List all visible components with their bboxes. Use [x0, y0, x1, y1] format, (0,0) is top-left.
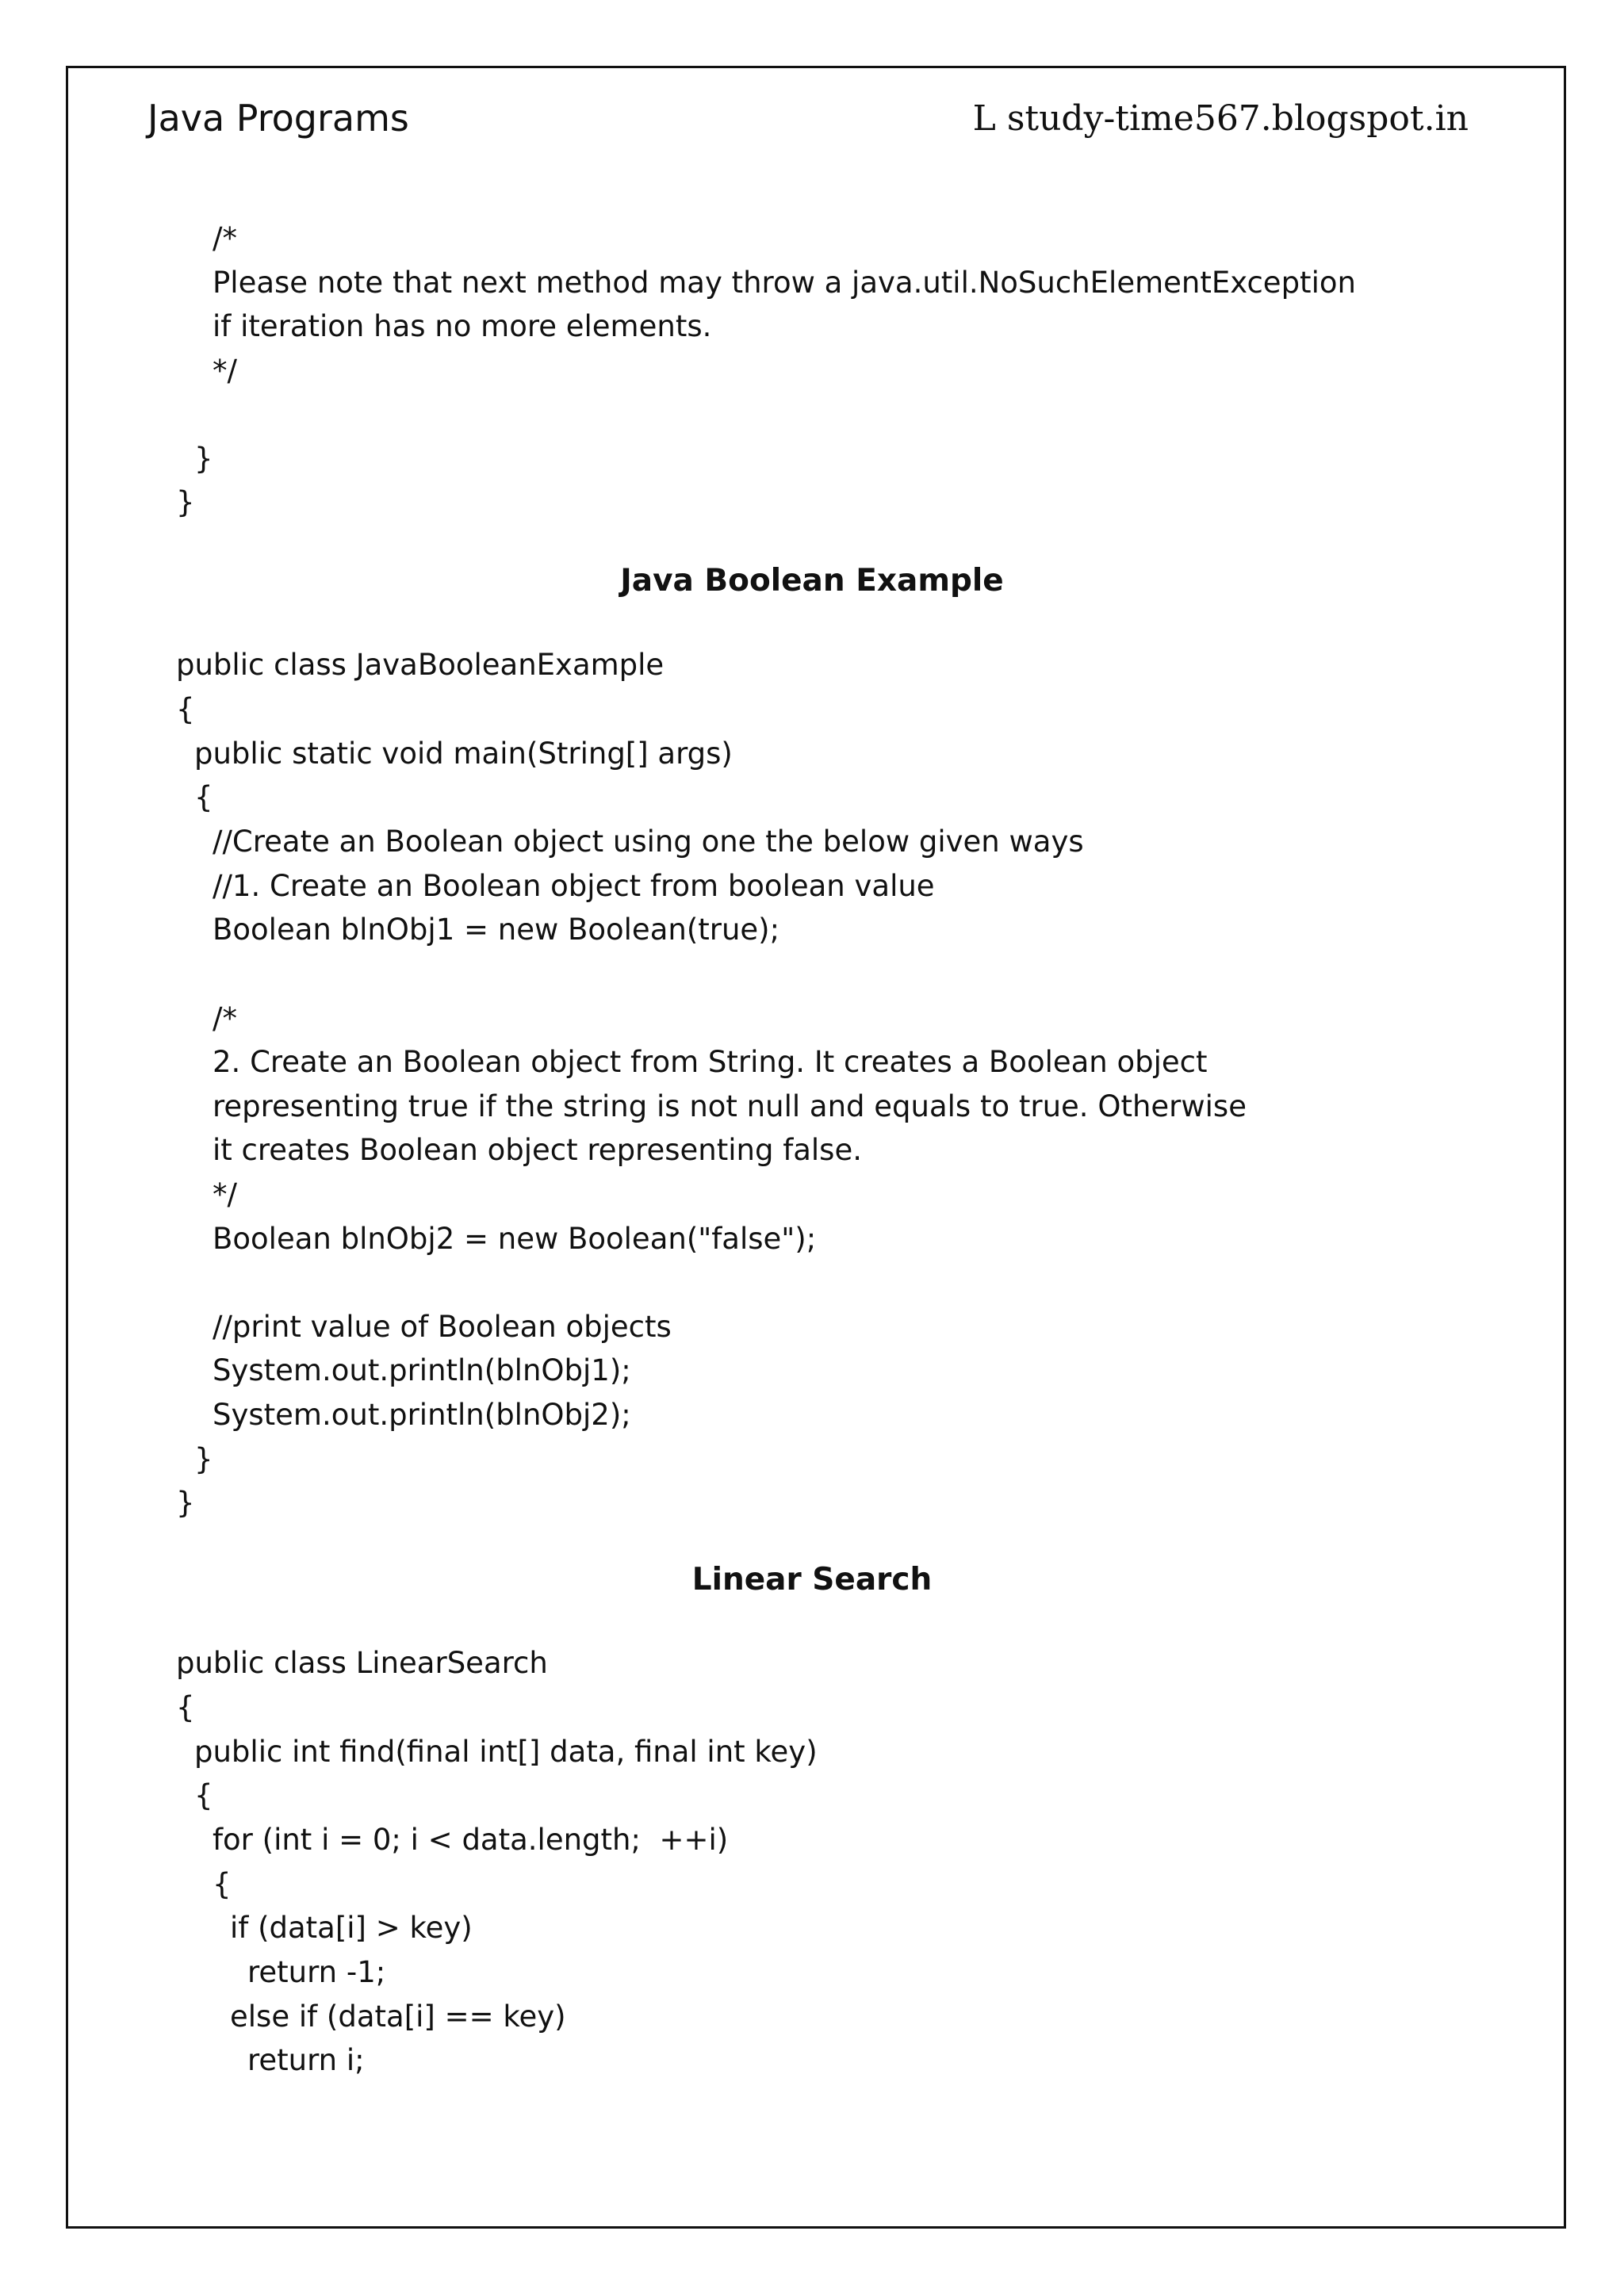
- code-line: System.out.println(blnObj2);: [213, 1398, 631, 1432]
- code-line: }: [194, 1442, 213, 1476]
- code-line: public class LinearSearch: [176, 1646, 548, 1680]
- code-line: {: [194, 780, 213, 814]
- code-line: System.out.println(blnObj1);: [213, 1353, 631, 1387]
- code-line: */: [213, 354, 237, 388]
- code-line: /*: [213, 1001, 237, 1035]
- header-blog-url: L study-time567.blogspot.in: [972, 98, 1469, 139]
- code-line: }: [176, 485, 195, 519]
- code-line: //Create an Boolean object using one the below given ways: [213, 825, 1084, 859]
- code-line: {: [213, 1867, 232, 1901]
- code-line: Please note that next method may throw a java.util.NoSuchElementException: [213, 266, 1356, 300]
- code-line: Boolean blnObj2 = new Boolean("false");: [213, 1222, 817, 1256]
- code-line: {: [176, 1690, 195, 1724]
- code-line: public static void main(String[] args): [194, 737, 733, 771]
- code-line: if iteration has no more elements.: [213, 309, 712, 343]
- code-line: if (data[i] > key): [230, 1911, 473, 1945]
- code-line: public class JavaBooleanExample: [176, 648, 665, 682]
- code-line: else if (data[i] == key): [230, 1999, 566, 2034]
- header-title: Java Programs: [147, 97, 409, 140]
- code-line: //print value of Boolean objects: [213, 1310, 672, 1344]
- code-line: {: [176, 692, 195, 726]
- code-line: }: [176, 1486, 195, 1520]
- code-line: */: [213, 1177, 237, 1211]
- code-line: representing true if the string is not null and equals to true. Otherwise: [213, 1089, 1247, 1123]
- code-line: return -1;: [247, 1955, 386, 1989]
- code-line: it creates Boolean object representing false.: [213, 1133, 862, 1167]
- code-line: 2. Create an Boolean object from String. It creates a Boolean object: [213, 1045, 1208, 1079]
- section-title-boolean-example: Java Boolean Example: [620, 563, 1004, 599]
- code-line: return i;: [247, 2043, 365, 2077]
- code-line: }: [194, 442, 213, 476]
- code-line: {: [194, 1778, 213, 1812]
- code-line: Boolean blnObj1 = new Boolean(true);: [213, 913, 780, 947]
- code-line: public int find(final int[] data, final int key): [194, 1735, 818, 1769]
- code-line: //1. Create an Boolean object from boolean value: [213, 869, 935, 903]
- code-line: /*: [213, 221, 237, 255]
- section-title-linear-search: Linear Search: [691, 1562, 933, 1598]
- code-line: for (int i = 0; i < data.length; ++i): [213, 1823, 729, 1857]
